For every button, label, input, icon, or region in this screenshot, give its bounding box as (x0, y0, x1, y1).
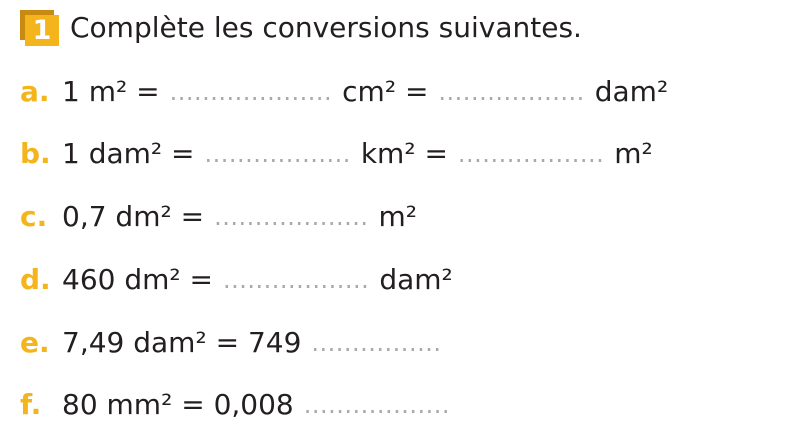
item-letter: a. (20, 75, 50, 108)
item-unit: m² (614, 137, 653, 170)
exercise-item-a (20, 72, 668, 112)
answer-blank[interactable]: .................... (169, 78, 333, 106)
item-unit: m² (378, 200, 418, 233)
item-unit: dam² (379, 263, 453, 296)
exercise-number-badge (20, 10, 60, 46)
exercise-item-c (20, 197, 417, 237)
exercise-number: 1 (25, 15, 59, 46)
exercise-item-d (20, 260, 453, 300)
item-text: km² = (360, 137, 448, 170)
item-unit: dam² (594, 75, 669, 108)
exercise-title: Complète les conversions suivantes. (70, 11, 582, 44)
item-text: cm² = (342, 75, 429, 108)
answer-blank[interactable]: .................. (303, 391, 451, 419)
item-text: 1 dam² = (62, 137, 195, 170)
exercise-item-f (20, 385, 450, 425)
answer-blank[interactable]: .................. (457, 140, 605, 168)
exercise-header (20, 8, 582, 48)
item-text: 80 mm² = 0,008 (62, 388, 294, 421)
item-text: 0,7 dm² = (62, 200, 205, 233)
item-letter: b. (20, 137, 51, 170)
item-letter: f. (20, 388, 42, 421)
item-letter: e. (20, 326, 50, 359)
exercise-item-e (20, 323, 441, 363)
answer-blank[interactable]: .................. (204, 140, 351, 168)
answer-blank[interactable]: .................. (438, 78, 585, 106)
answer-blank[interactable]: ................... (214, 203, 369, 231)
item-text: 1 m² = (62, 75, 160, 108)
exercise-item-b (20, 134, 653, 174)
answer-blank[interactable]: .................. (222, 266, 370, 294)
item-text: 460 dm² = (62, 263, 213, 296)
answer-blank[interactable]: ................ (311, 329, 442, 357)
item-text: 7,49 dam² = 749 (62, 326, 302, 359)
item-letter: c. (20, 200, 48, 233)
item-letter: d. (20, 263, 51, 296)
